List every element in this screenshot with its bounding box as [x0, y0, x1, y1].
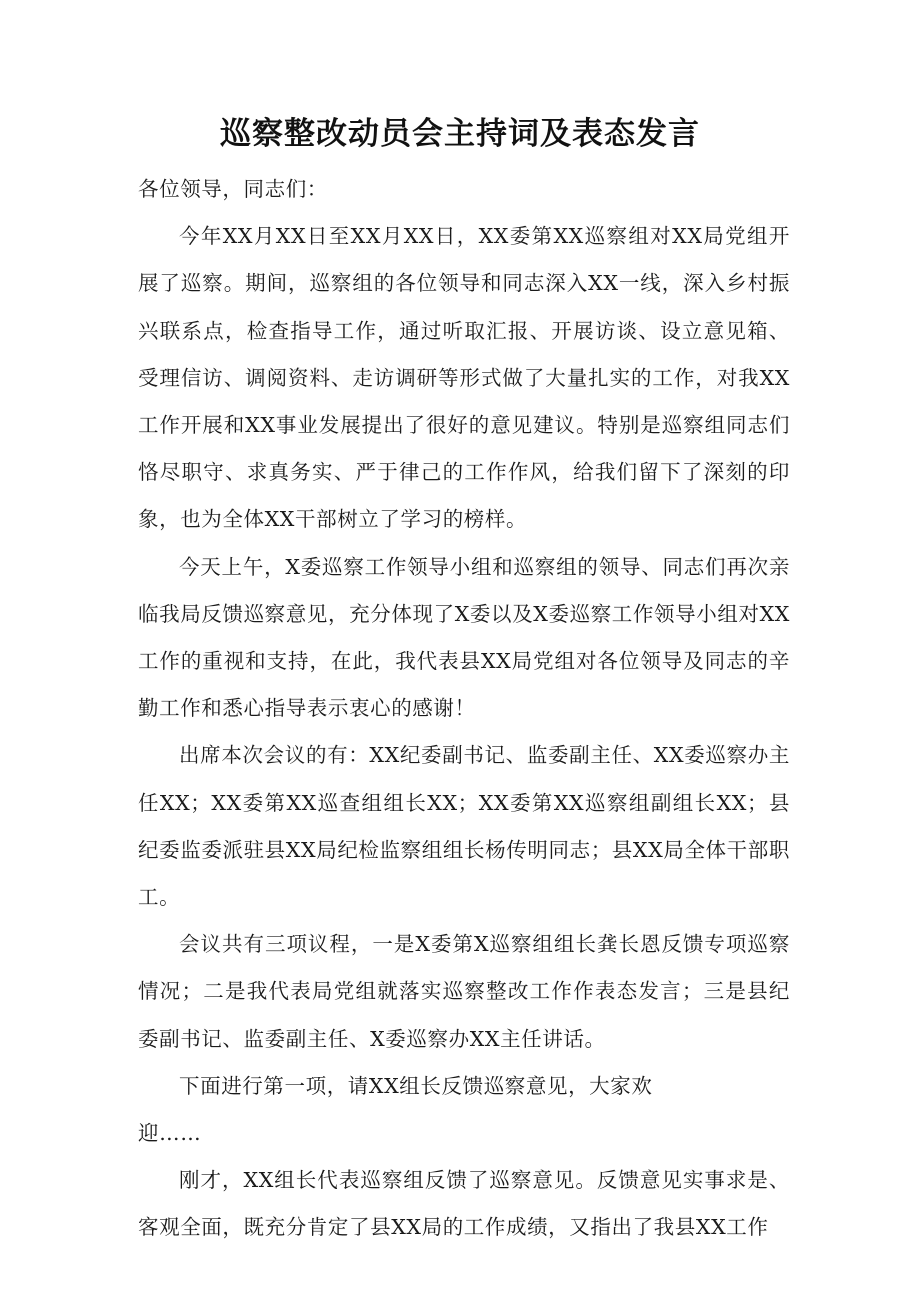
- body-paragraph: 下面进行第一项，请XX组长反馈巡察意见，大家欢迎……: [138, 1073, 653, 1146]
- body-paragraph: 会议共有三项议程，一是X委第X巡察组组长龚长恩反馈专项巡察情况；二是我代表局党组就落实巡察整改工作作表态发言；三是县纪委副书记、监委副主任、X委巡察办XX主任讲话。: [138, 932, 790, 1051]
- body-paragraph: 今年XX月XX日至XX月XX日，XX委第XX巡察组对XX局党组开展了巡察。期间，巡察组的各位领导和同志深入XX一线，深入乡村振兴联系点，检查指导工作，通过听取汇报、开展访谈、设立意见箱、受理信访、调阅资料、走访调研等形式做了大量扎实的工作，对我XX工作开展和XX事业发展提出了很好的意见建议。特别是巡察组同志们恪尽职守、求真务实、严于律己的工作作风，给我们留下了深刻的印象，也为全体XX干部树立了学习的榜样。: [138, 224, 790, 532]
- document-body: [138, 166, 790, 1252]
- document-title: 巡察整改动员会主持词及表态发言: [220, 116, 700, 152]
- body-paragraph: 刚才，XX组长代表巡察组反馈了巡察意见。反馈意见实事求是、客观全面，既充分肯定了县XX局的工作成绩，又指出了我县XX工作: [138, 1168, 790, 1240]
- body-paragraph: 出席本次会议的有：XX纪委副书记、监委副主任、XX委巡察办主任XX；XX委第XX巡查组组长XX；XX委第XX巡察组副组长XX；县纪委监委派驻县XX局纪检监察组组长杨传明同志；县XX局全体干部职工。: [138, 743, 790, 910]
- body-paragraph: 今天上午，X委巡察工作领导小组和巡察组的领导、同志们再次亲临我局反馈巡察意见，充分体现了X委以及X委巡察工作领导小组对XX工作的重视和支持，在此，我代表县XX局党组对各位领导及同志的辛勤工作和悉心指导表示衷心的感谢！: [138, 554, 790, 721]
- salutation-paragraph: 各位领导，同志们：: [138, 177, 328, 201]
